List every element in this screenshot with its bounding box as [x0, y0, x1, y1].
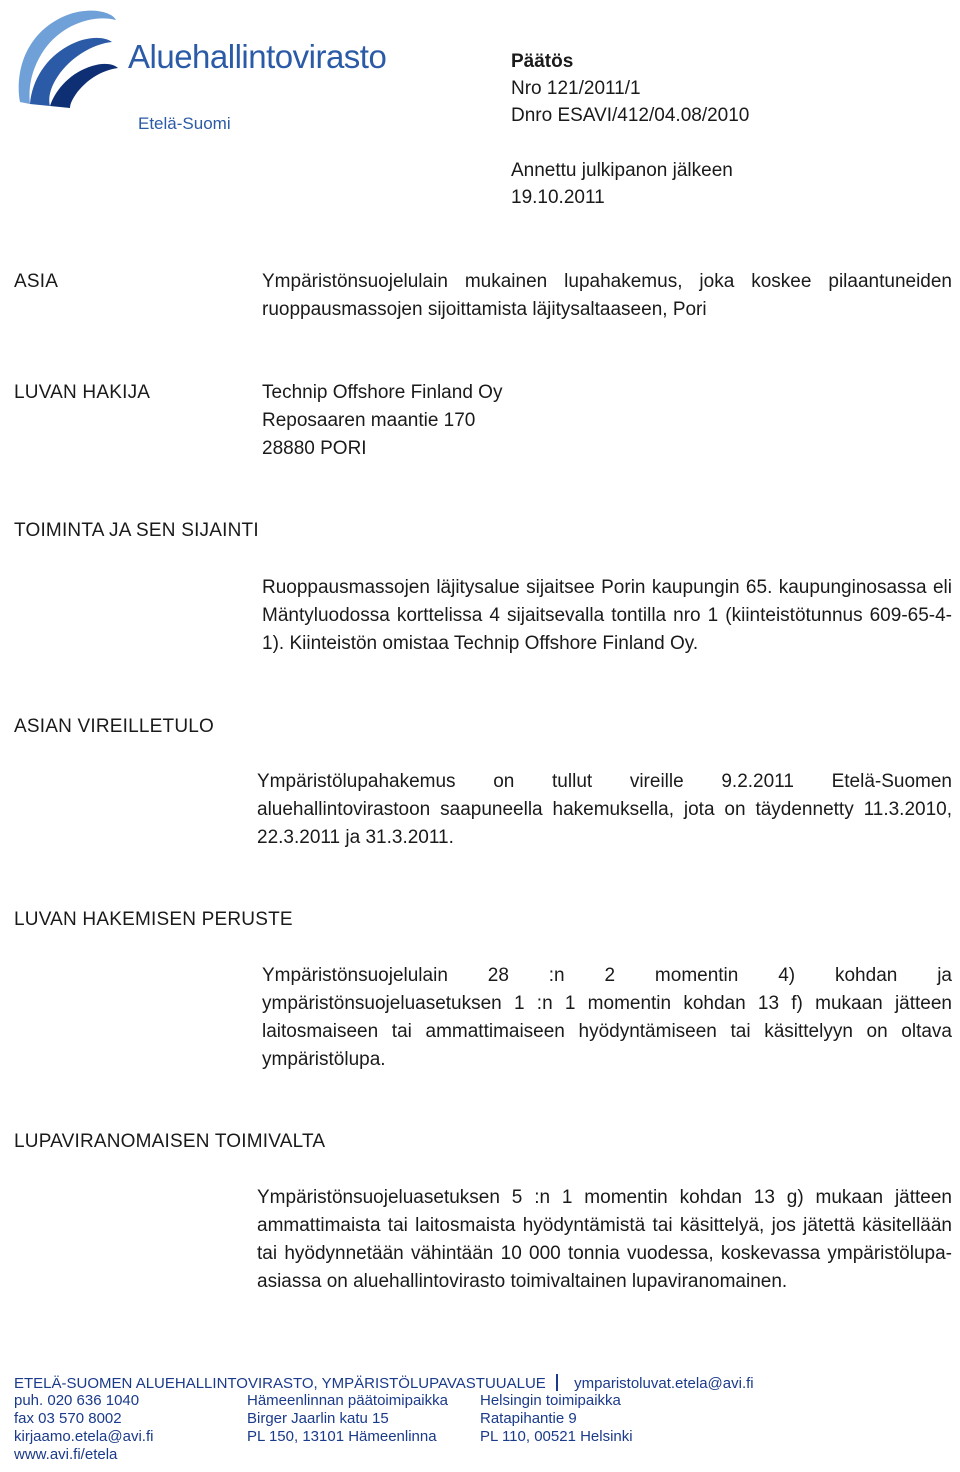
- hakija-name: Technip Offshore Finland Oy: [262, 382, 503, 403]
- asia-heading: ASIA: [14, 271, 59, 292]
- issued-label: Annettu julkipanon jälkeen: [511, 160, 733, 181]
- footer-fax: fax 03 570 8002: [14, 1410, 122, 1427]
- region-label: Etelä-Suomi: [138, 114, 231, 133]
- footer-divider: [556, 1374, 558, 1391]
- hakija-street: Reposaaren maantie 170: [262, 410, 476, 431]
- hakija-city: 28880 PORI: [262, 438, 367, 459]
- issued-date: 19.10.2011: [511, 187, 605, 208]
- footer-hameenlinna: [247, 1392, 448, 1446]
- helsinki-po: PL 110, 00521 Helsinki: [480, 1428, 633, 1445]
- org-name: Aluehallintovirasto: [128, 38, 387, 75]
- asia-text: Ympäristönsuojelulain mukainen lupahakemus, joka koskee pilaantuneiden ruoppausmassojen sijoittamista läjitysaltaaseen, Pori: [262, 271, 952, 320]
- hameenlinna-street: Birger Jaarlin katu 15: [247, 1410, 389, 1427]
- decision-dnro: Dnro ESAVI/412/04.08/2010: [511, 105, 750, 126]
- decision-number: Nro 121/2011/1: [511, 78, 641, 99]
- footer-helsinki: [480, 1392, 633, 1446]
- decision-info: [511, 48, 749, 211]
- helsinki-title: Helsingin toimipaikka: [480, 1392, 621, 1409]
- page-footer: [14, 1374, 944, 1472]
- helsinki-street: Ratapihantie 9: [480, 1410, 577, 1427]
- footer-phone: puh. 020 636 1040: [14, 1392, 140, 1409]
- toimivalta-heading: LUPAVIRANOMAISEN TOIMIVALTA: [14, 1131, 326, 1152]
- toimivalta-text: Ympäristönsuojeluasetuksen 5 :n 1 momentin kohdan 13 g) mukaan jätteen ammattimaista tai laitosmaista hyödyntämistä tai käsittelyä, jos jätettä käsitellään tai hyödynnetään vähintään 10 000 tonnia vuodessa, koskevassa ympäristölupa-asiassa on aluehallintovirasto toimivaltainen lupaviranomainen.: [257, 1187, 952, 1292]
- footer-contact: [14, 1392, 153, 1464]
- footer-unit-email[interactable]: ymparistoluvat.etela@avi.fi: [574, 1375, 754, 1392]
- ahv-swirl-logo-icon: [12, 6, 122, 110]
- vireille-heading: ASIAN VIREILLETULO: [14, 716, 215, 737]
- footer-office-line: [14, 1374, 944, 1392]
- hakija-heading: LUVAN HAKIJA: [14, 382, 151, 403]
- footer-website[interactable]: www.avi.fi/etela: [14, 1446, 118, 1463]
- peruste-heading: LUVAN HAKEMISEN PERUSTE: [14, 909, 293, 930]
- peruste-text: Ympäristönsuojelulain 28 :n 2 momentin 4) kohdan ja ympäristönsuojeluasetuksen 1 :n 1 momentin kohdan 13 f) mukaan jätteen laitosmaiseen tai ammattimaiseen hyödyntämiseen tai käsittelyyn on oltava ympäristölupa.: [262, 965, 952, 1070]
- footer-email[interactable]: kirjaamo.etela@avi.fi: [14, 1428, 154, 1445]
- toiminta-heading: TOIMINTA JA SEN SIJAINTI: [14, 520, 259, 541]
- hakija-address: [262, 379, 952, 463]
- footer-office: ETELÄ-SUOMEN ALUEHALLINTOVIRASTO, YMPÄRISTÖLUPAVASTUUALUE: [14, 1375, 546, 1392]
- hameenlinna-title: Hämeenlinnan päätoimipaikka: [247, 1392, 448, 1409]
- hameenlinna-po: PL 150, 13101 Hämeenlinna: [247, 1428, 437, 1445]
- footer-columns: [14, 1392, 944, 1472]
- toiminta-text: Ruoppausmassojen läjitysalue sijaitsee Porin kaupungin 65. kaupunginosassa eli Mäntyluodossa korttelissa 4 sijaitsevalla tontilla nro 1 (kiinteistötunnus 609-65-4-1). Kiinteistön omistaa Technip Offshore Finland Oy.: [262, 577, 952, 654]
- vireille-text: Ympäristölupahakemus on tullut vireille 9.2.2011 Etelä-Suomen aluehallintovirastoon saapuneella hakemuksella, jota on täydennetty 11.3.2010, 22.3.2011 ja 31.3.2011.: [257, 771, 952, 848]
- decision-title: Päätös: [511, 51, 574, 72]
